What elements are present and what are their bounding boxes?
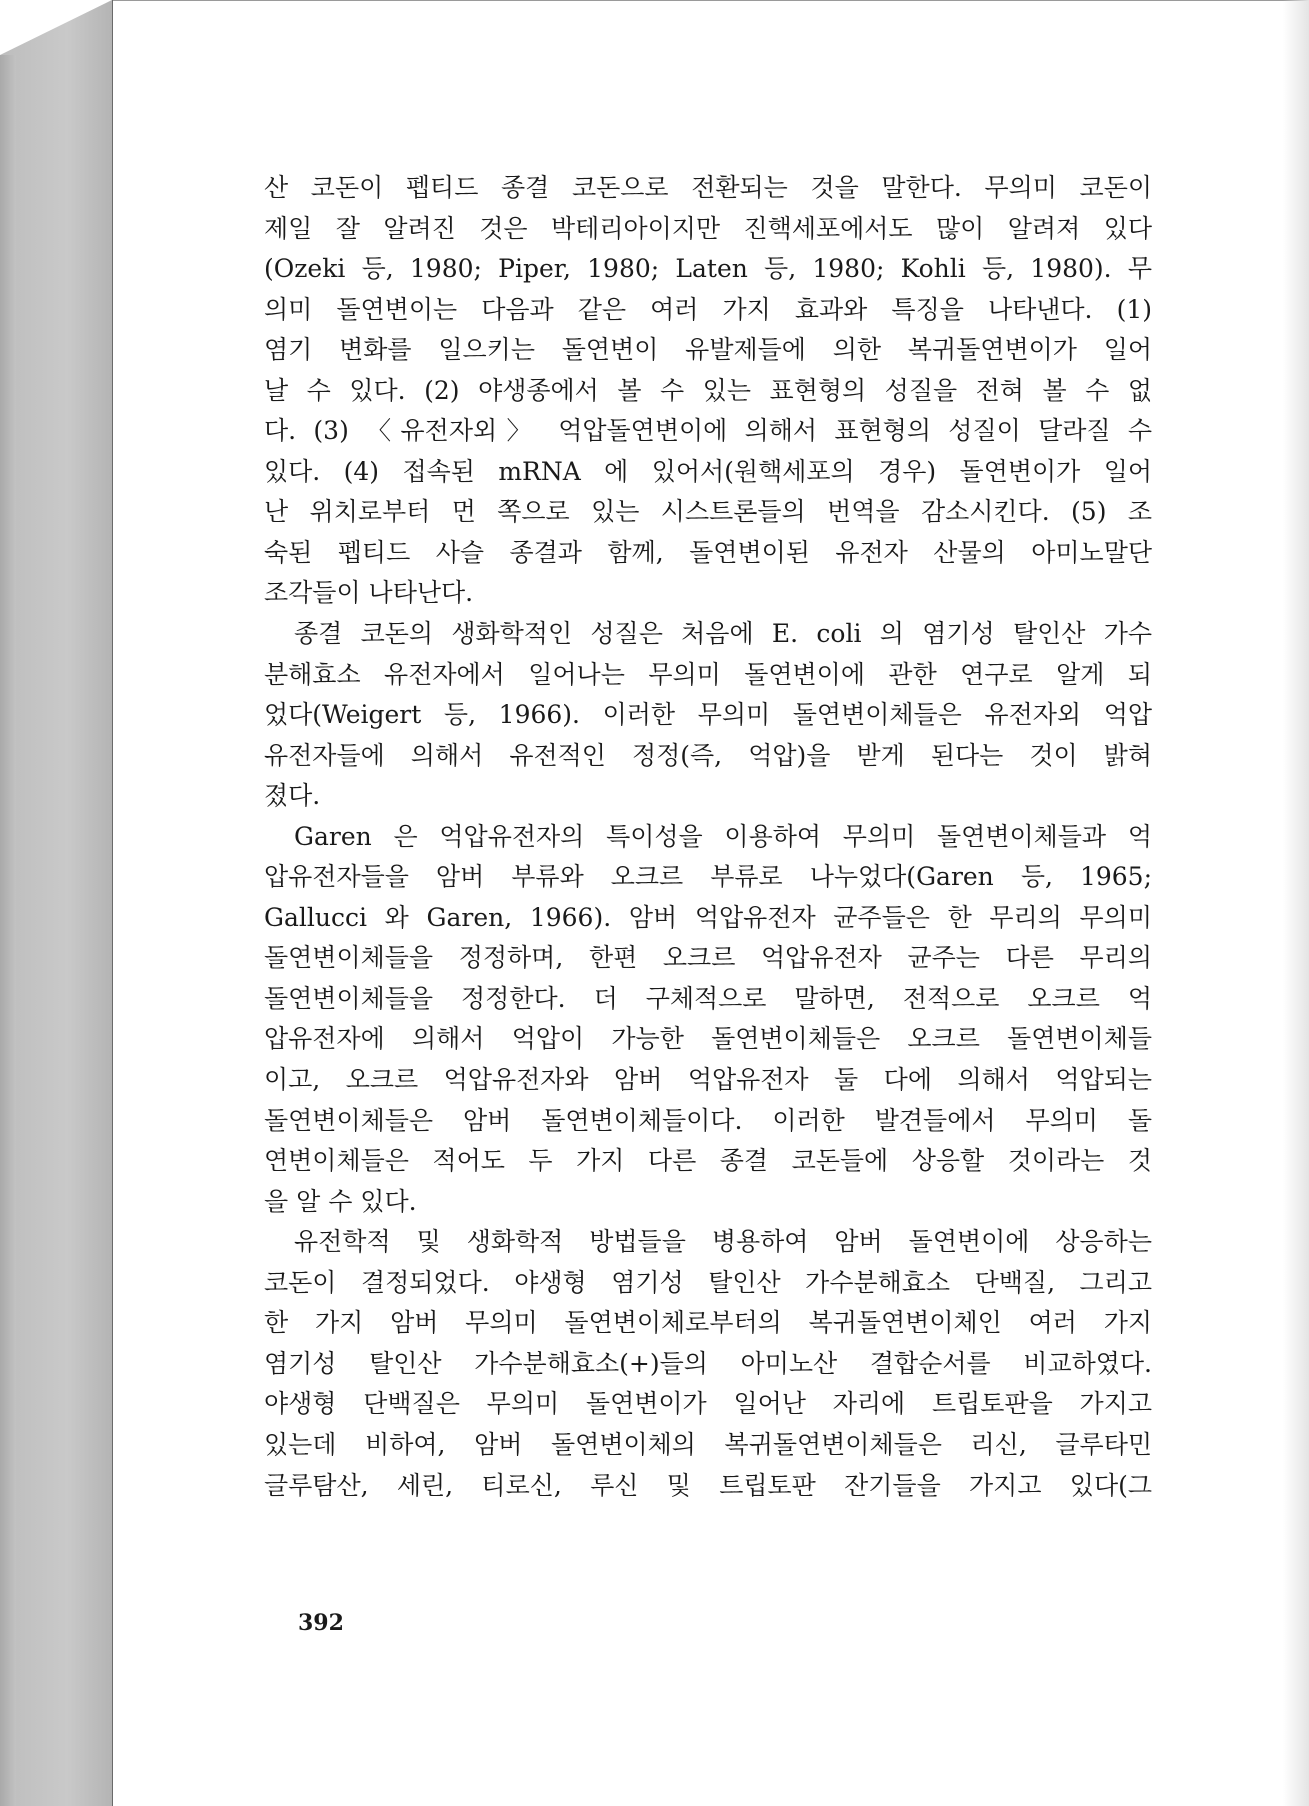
text-line: 돌연변이체들을 정정하며, 한편 오크르 억압유전자 균주는 다른 무리의 — [264, 943, 1152, 973]
book-spine-side — [0, 0, 112, 1806]
text-line: 있다. (4) 접속된 mRNA 에 있어서(원핵세포의 경우) 돌연변이가 일어 — [264, 456, 1152, 486]
text-line: 산 코돈이 펩티드 종결 코돈으로 전환되는 것을 말한다. 무의미 코돈이 — [264, 173, 1152, 202]
text-line: 염기 변화를 일으키는 돌연변이 유발제들에 의한 복귀돌연변이가 일어 — [264, 335, 1152, 365]
text-line: 글루탐산, 세린, 티로신, 루신 및 트립토판 잔기들을 가지고 있다(그 — [264, 1470, 1152, 1500]
paragraph-1 — [264, 168, 1152, 614]
text-line: 압유전자들을 암버 부류와 오크르 부류로 나누었다(Garen 등, 1965; — [264, 862, 1152, 892]
text-line: 날 수 있다. (2) 야생종에서 볼 수 있는 표현형의 성질을 전혀 볼 수 없 — [264, 375, 1152, 405]
paragraph-4 — [264, 1222, 1152, 1506]
text-line: 염기성 탈인산 가수분해효소(+)들의 아미노산 결합순서를 비교하였다. — [264, 1348, 1152, 1378]
text-line: 한 가지 암버 무의미 돌연변이체로부터의 복귀돌연변이체인 여러 가지 — [264, 1308, 1152, 1338]
text-line: 제일 잘 알려진 것은 박테리아이지만 진핵세포에서도 많이 알려져 있다 — [264, 213, 1152, 243]
text-line: 다. (3) 〈유전자외〉 억압돌연변이에 의해서 표현형의 성질이 달라질 수 — [264, 416, 1152, 446]
text-line: 있는데 비하여, 암버 돌연변이체의 복귀돌연변이체들은 리신, 글루타민 — [264, 1429, 1152, 1459]
text-line: 종결 코돈의 생화학적인 성질은 처음에 E. coli 의 염기성 탈인산 가수 — [294, 619, 1152, 649]
text-line: 유전자들에 의해서 유전적인 정정(즉, 억압)을 받게 된다는 것이 밝혀 — [264, 740, 1152, 770]
page-number: 392 — [298, 1610, 344, 1636]
text-line: 졌다. — [264, 781, 321, 811]
paragraph-3 — [264, 817, 1152, 1222]
text-line: 돌연변이체들을 정정한다. 더 구체적으로 말하면, 전적으로 오크르 억 — [264, 983, 1152, 1013]
text-line: Garen 은 억압유전자의 특이성을 이용하여 무의미 돌연변이체들과 억 — [294, 821, 1152, 851]
text-line: 었다(Weigert 등, 1966). 이러한 무의미 돌연변이체들은 유전자외 억압 — [264, 700, 1152, 730]
text-line: 분해효소 유전자에서 일어나는 무의미 돌연변이에 관한 연구로 알게 되 — [264, 659, 1152, 689]
text-line: 조각들이 나타난다. — [264, 578, 474, 608]
text-line: 야생형 단백질은 무의미 돌연변이가 일어난 자리에 트립토판을 가지고 — [264, 1389, 1152, 1419]
text-line: 압유전자에 의해서 억압이 가능한 돌연변이체들은 오크르 돌연변이체들 — [264, 1024, 1152, 1054]
text-line: 연변이체들은 적어도 두 가지 다른 종결 코돈들에 상응할 것이라는 것 — [264, 1146, 1152, 1176]
text-line: Gallucci 와 Garen, 1966). 암버 억압유전자 균주들은 한 무리의 무의미 — [264, 902, 1152, 932]
text-line: 숙된 펩티드 사슬 종결과 함께, 돌연변이된 유전자 산물의 아미노말단 — [264, 537, 1152, 567]
text-line: (Ozeki 등, 1980; Piper, 1980; Laten 등, 1980; Kohli 등, 1980). 무 — [264, 254, 1152, 284]
page-body-text — [264, 168, 1152, 1506]
text-line: 유전학적 및 생화학적 방법들을 병용하여 암버 돌연변이에 상응하는 — [294, 1227, 1152, 1257]
book-spine-edge — [0, 55, 16, 1806]
text-line: 을 알 수 있다. — [264, 1186, 417, 1216]
text-line: 돌연변이체들은 암버 돌연변이체들이다. 이러한 발견들에서 무의미 돌 — [264, 1105, 1152, 1135]
text-line: 코돈이 결정되었다. 야생형 염기성 탈인산 가수분해효소 단백질, 그리고 — [264, 1267, 1152, 1297]
paragraph-2 — [264, 614, 1152, 817]
page-edge-shade — [1283, 0, 1309, 1806]
text-line: 의미 돌연변이는 다음과 같은 여러 가지 효과와 특징을 나타낸다. (1) — [264, 294, 1152, 324]
text-line: 난 위치로부터 먼 쪽으로 있는 시스트론들의 번역을 감소시킨다. (5) 조 — [264, 497, 1152, 527]
text-line: 이고, 오크르 억압유전자와 암버 억압유전자 둘 다에 의해서 억압되는 — [264, 1065, 1152, 1095]
